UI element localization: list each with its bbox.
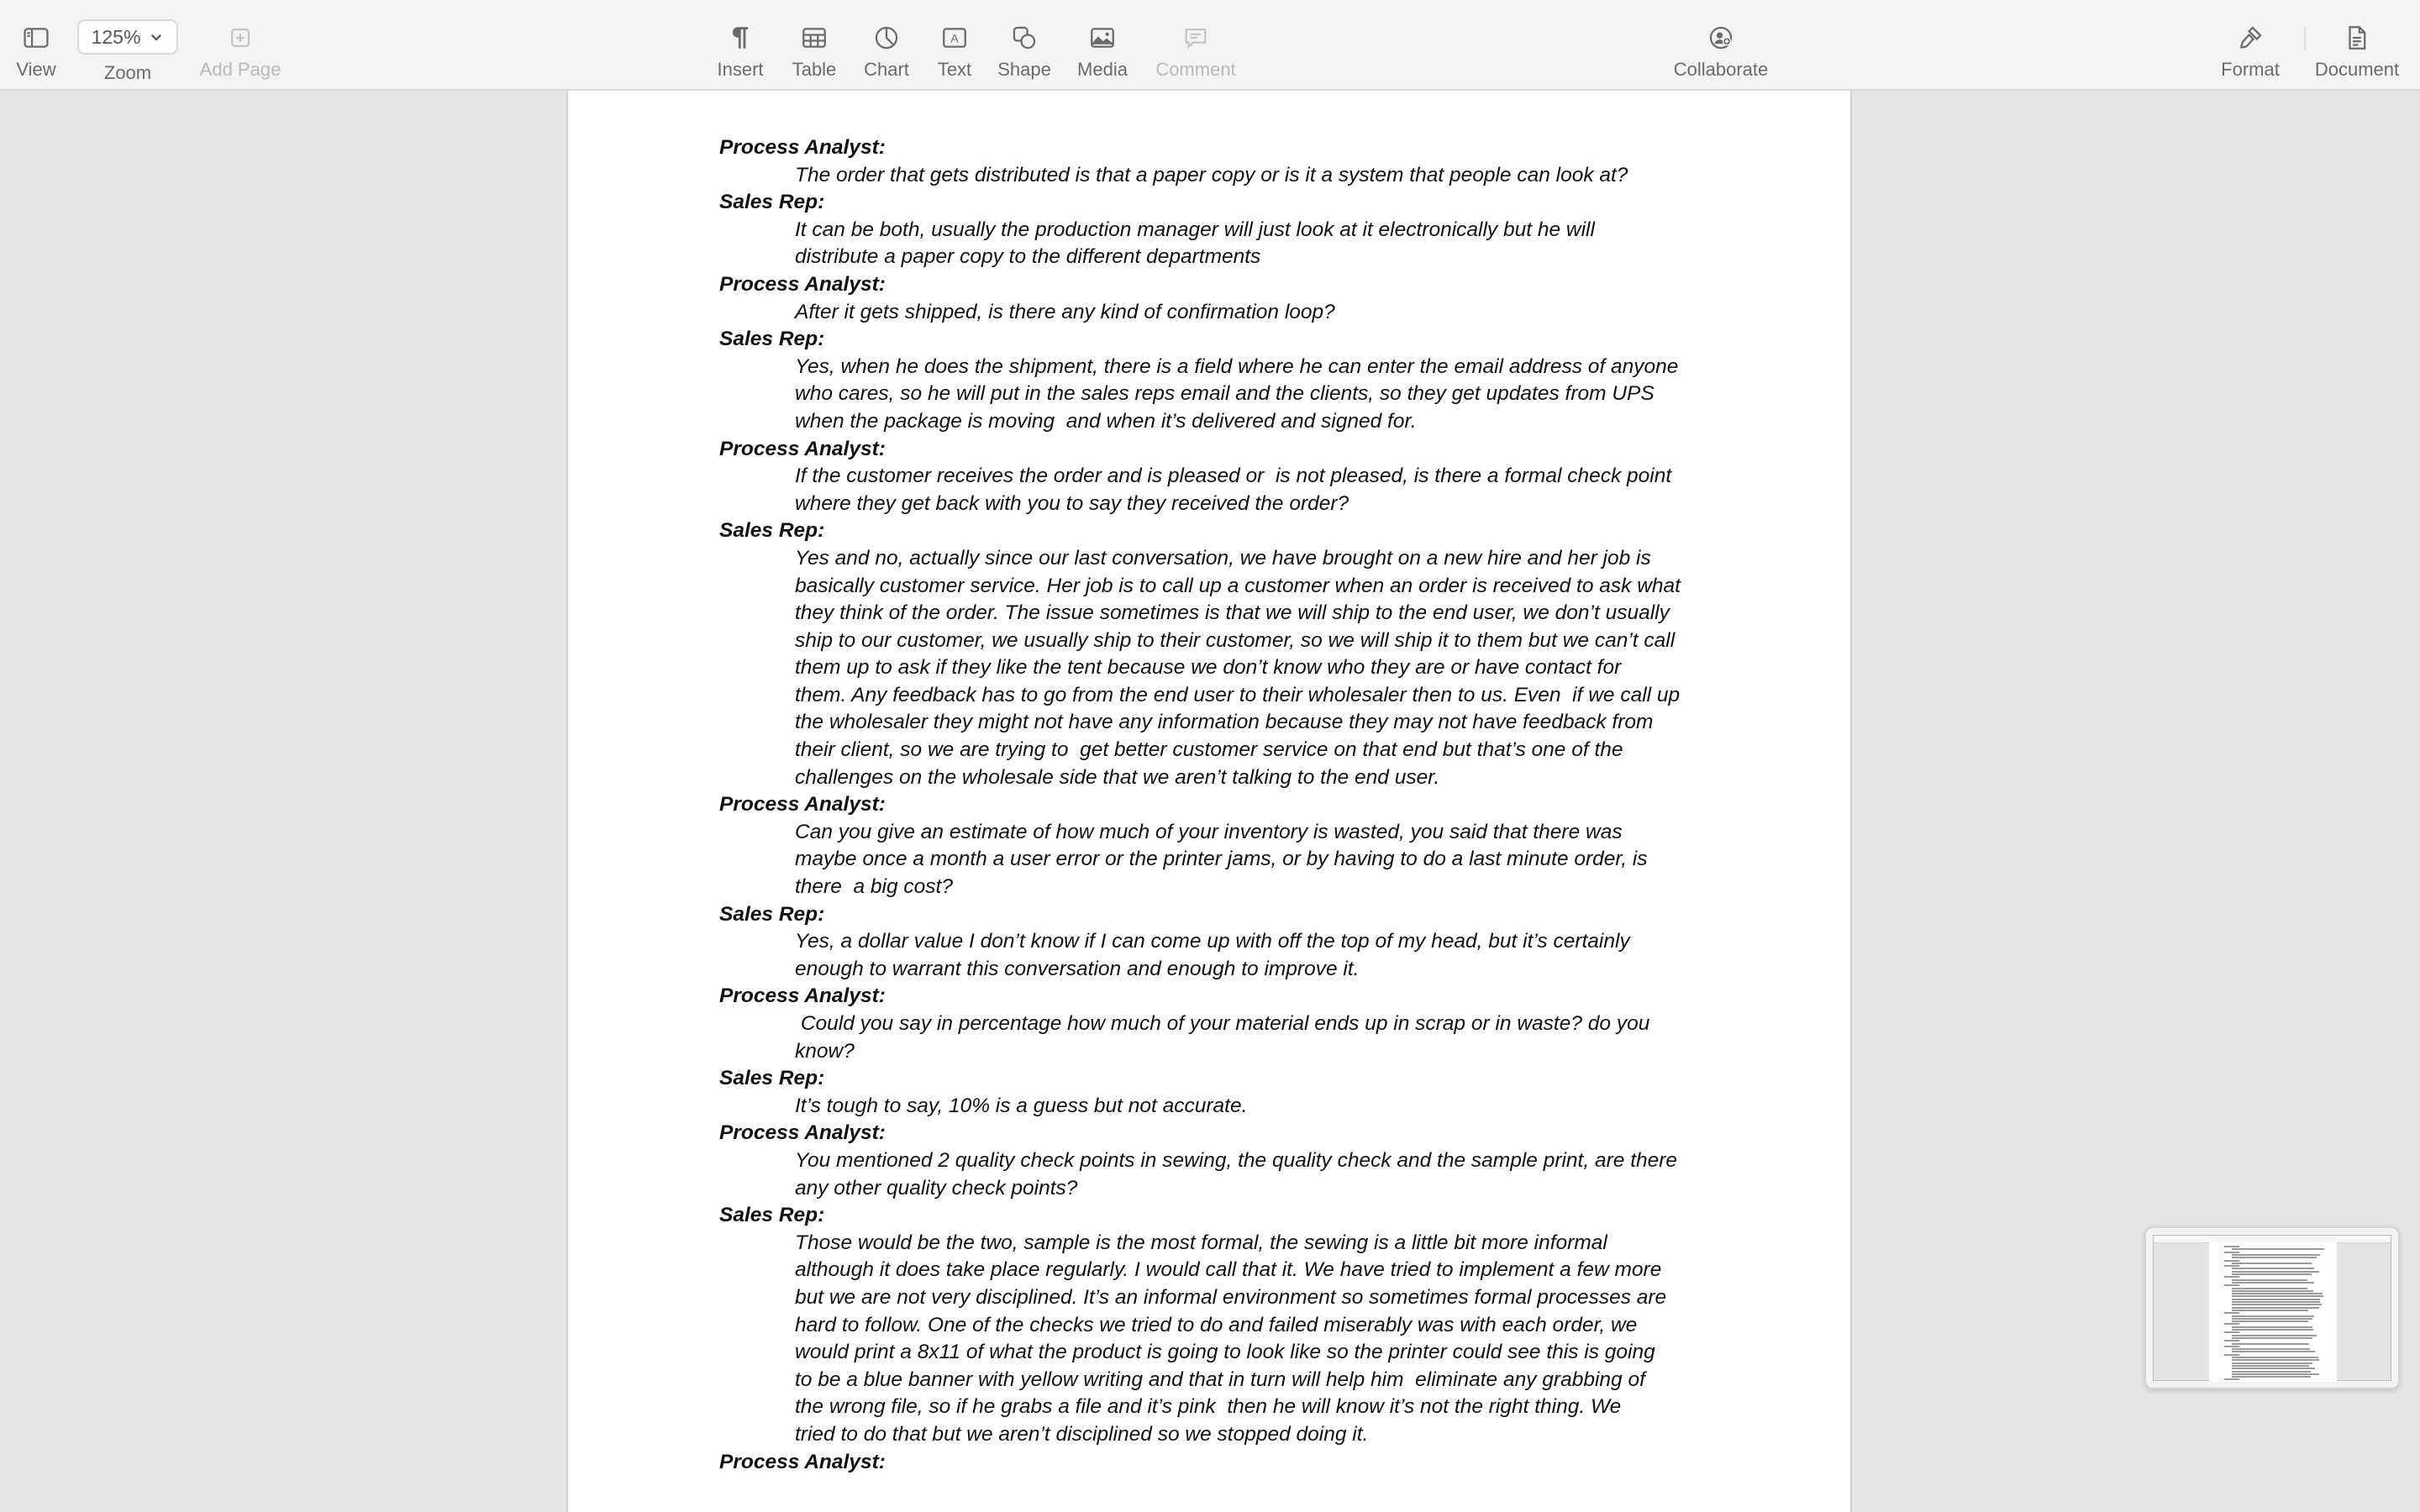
- thumbnail-line: [2232, 1279, 2307, 1281]
- thumbnail-line: [2232, 1371, 2311, 1373]
- document-icon: [2343, 24, 2371, 52]
- chart-label: Chart: [864, 59, 909, 80]
- thumbnail-line: [2232, 1343, 2309, 1345]
- speech-line: tried to do that but we aren’t disciplined so we stopped doing it.: [795, 1422, 1369, 1446]
- chevron-down-icon: [149, 29, 164, 45]
- speaker-label: Process Analyst:: [719, 272, 886, 296]
- speech-line: It’s tough to say, 10% is a guess but not accurate.: [795, 1094, 1248, 1117]
- thumbnail-line: [2232, 1282, 2314, 1284]
- speech-line: although it does take place regularly. I would call that it. We have tried to implement a few more: [795, 1258, 1662, 1282]
- speech-line: Could you say in percentage how much of your material ends up in scrap or in waste? do you: [795, 1012, 1650, 1035]
- shapes-icon: [1010, 24, 1039, 52]
- thumbnail-line: [2232, 1320, 2308, 1322]
- speech-line: Can you give an estimate of how much of your inventory is wasted, you said that there was: [795, 820, 1623, 843]
- speaker-label: Process Analyst:: [719, 437, 886, 460]
- format-button[interactable]: [2200, 17, 2301, 81]
- thumbnail-line: [2224, 1246, 2239, 1247]
- thumbnail-line: [2224, 1354, 2239, 1356]
- thumbnail-line: [2232, 1268, 2314, 1269]
- plus-square-icon: [226, 24, 255, 52]
- thumbnail-line: [2224, 1312, 2239, 1314]
- speech-line: enough to warrant this conversation and enough to improve it.: [795, 957, 1360, 980]
- speech-line: Yes, when he does the shipment, there is a field where he can enter the email address of anyone: [795, 354, 1679, 378]
- speech-line: hard to follow. One of the checks we tried to do and failed miserably was with each order, we: [795, 1313, 1638, 1336]
- speaker-label: Sales Rep:: [719, 1204, 825, 1227]
- page-thumbnail-navigator[interactable]: [2144, 1226, 2400, 1389]
- speaker-label: Sales Rep:: [719, 519, 825, 543]
- speech-line: they think of the order. The issue sometimes is that we will ship to the end user, we don’t usually: [795, 601, 1670, 625]
- thumbnail-line: [2224, 1340, 2239, 1341]
- thumbnail-line: [2232, 1348, 2310, 1350]
- document-button[interactable]: [2307, 17, 2407, 81]
- view-label: View: [16, 59, 56, 80]
- thumbnail-line: [2232, 1263, 2312, 1264]
- thumbnail-line: [2232, 1318, 2312, 1320]
- speaker-label: Sales Rep:: [719, 328, 825, 351]
- format-label: Format: [2221, 59, 2280, 80]
- sidebar-icon: [22, 24, 50, 52]
- speech-line: them up to ask if they like the tent because we don’t know who they are or have contact for: [795, 656, 1622, 680]
- speech-line: to be a blue banner with yellow writing and that in turn will help him eliminate any grabbing of: [795, 1368, 1645, 1391]
- thumbnail-line: [2232, 1326, 2312, 1328]
- paintbrush-icon: [2236, 24, 2265, 52]
- thumbnail-line: [2232, 1351, 2315, 1352]
- toolbar: [0, 0, 2420, 91]
- thumbnail-line: [2232, 1257, 2317, 1258]
- shape-label: Shape: [997, 59, 1051, 80]
- thumbnail-line: [2232, 1288, 2307, 1289]
- svg-text:A: A: [950, 32, 959, 46]
- speaker-label: Process Analyst:: [719, 793, 886, 816]
- thumbnail-line: [2224, 1260, 2239, 1262]
- image-icon: [1088, 24, 1117, 52]
- thumbnail-line: [2232, 1273, 2312, 1275]
- thumbnail-line: [2232, 1248, 2324, 1250]
- table-label: Table: [792, 59, 837, 80]
- speech-line: know?: [795, 1039, 855, 1063]
- document-label: Document: [2314, 59, 2400, 80]
- speech-line: The order that gets distributed is that a paper copy or is it a system that people can look at?: [795, 163, 1628, 186]
- comment-label: Comment: [1155, 59, 1236, 80]
- speaker-label: Process Analyst:: [719, 136, 886, 159]
- text-box-icon: [940, 24, 969, 52]
- thumbnail-line: [2232, 1337, 2312, 1339]
- thumbnail-line: [2232, 1295, 2323, 1297]
- thumbnail-line: [2224, 1331, 2239, 1333]
- speech-line: when the package is moving and when it’s delivered and signed for.: [795, 409, 1417, 433]
- speech-line: Yes, a dollar value I don’t know if I can come up with off the top of my head, but it’s certainly: [795, 930, 1630, 953]
- speech-line: there a big cost?: [795, 875, 953, 899]
- speech-line: who cares, so he will put in the sales reps email and the clients, so they get updates from UPS: [795, 382, 1655, 406]
- speech-line: the wholesaler they might not have any information because they may not have feedback from: [795, 711, 1654, 734]
- thumbnail-line: [2232, 1357, 2318, 1358]
- document-body[interactable]: [719, 134, 1728, 1476]
- thumbnail-line: [2232, 1293, 2323, 1294]
- zoom-label: Zoom: [103, 62, 152, 83]
- text-label: Text: [937, 59, 972, 80]
- speaker-label: Process Analyst:: [719, 1450, 886, 1473]
- speech-line: distribute a paper copy to the different departments: [795, 245, 1261, 269]
- speaker-label: Sales Rep:: [719, 902, 825, 926]
- thumbnail-line: [2232, 1304, 2322, 1305]
- thumbnail-line: [2224, 1276, 2239, 1278]
- speech-line: If the customer receives the order and is pleased or is not pleased, is there a formal check point: [795, 465, 1672, 488]
- insert-label: Insert: [717, 59, 764, 80]
- pilcrow-icon: [726, 24, 755, 52]
- media-label: Media: [1077, 59, 1128, 80]
- speech-line: Yes and no, actually since our last conversation, we have brought on a new hire and her job is: [795, 546, 1651, 570]
- thumbnail-page: [2209, 1242, 2337, 1382]
- speech-line: basically customer service. Her job is to call up a customer when an order is received to ask what: [795, 574, 1681, 597]
- speech-line: It can be both, usually the production manager will just look at it electronically but he will: [795, 218, 1595, 241]
- comment-button[interactable]: [1145, 17, 1246, 81]
- thumbnail-line: [2224, 1265, 2239, 1267]
- thumbnail-line: [2232, 1329, 2313, 1331]
- thumbnail-line: [2232, 1376, 2311, 1378]
- speech-line: After it gets shipped, is there any kind of confirmation loop?: [795, 300, 1335, 323]
- thumbnail-line: [2232, 1307, 2319, 1309]
- speech-line: maybe once a month a user error or the printer jams, or by having to do a last minute order, is: [795, 848, 1648, 871]
- thumbnail-line: [2232, 1271, 2319, 1273]
- speech-line: You mentioned 2 quality check points in sewing, the quality check and the sample print, are there: [795, 1148, 1678, 1172]
- toolbar-divider: [2304, 27, 2306, 50]
- thumbnail-line: [2232, 1368, 2315, 1369]
- speech-line: would print a 8x11 of what the product is going to look like so the printer could see this is going: [795, 1341, 1655, 1364]
- thumbnail-line: [2232, 1362, 2312, 1364]
- thumbnail-line: [2224, 1323, 2239, 1325]
- speech-line: their client, so we are trying to get better customer service on that end but that’s one of the: [795, 738, 1623, 762]
- speaker-label: Sales Rep:: [719, 191, 825, 214]
- thumbnail-line: [2232, 1373, 2319, 1375]
- view-button[interactable]: [0, 17, 87, 81]
- thumbnail-line: [2232, 1359, 2319, 1361]
- speaker-label: Process Analyst:: [719, 984, 886, 1008]
- zoom-select[interactable]: [77, 19, 178, 55]
- thumbnail-line: [2232, 1310, 2308, 1311]
- speech-line: ship to our customer, we usually ship to their customer, so we will ship it to them but we can’t call: [795, 628, 1676, 652]
- speaker-label: Process Analyst:: [719, 1121, 886, 1145]
- table-icon: [800, 24, 829, 52]
- thumbnail-line: [2224, 1346, 2239, 1347]
- speech-line: them. Any feedback has to go from the end user to their wholesaler then to us. Even if we call up: [795, 683, 1681, 706]
- thumbnail-line: [2224, 1284, 2239, 1286]
- zoom-value: 125%: [91, 25, 141, 48]
- speech-line: any other quality check points?: [795, 1176, 1078, 1200]
- thumbnail-line: [2232, 1290, 2313, 1292]
- thumbnail-line: [2224, 1252, 2239, 1253]
- speech-line: but we are not very disciplined. It’s an informal environment so sometimes formal processes are: [795, 1285, 1667, 1309]
- thumbnail-line: [2224, 1378, 2239, 1380]
- speaker-label: Sales Rep:: [719, 1067, 825, 1090]
- speech-line: Those would be the two, sample is the most formal, the sewing is a little bit more informal: [795, 1231, 1607, 1254]
- document-page[interactable]: [566, 91, 1852, 1512]
- collaborate-label: Collaborate: [1673, 59, 1769, 80]
- thumbnail-line: [2232, 1301, 2320, 1303]
- speech-line: where they get back with you to say they received the order?: [795, 491, 1349, 515]
- thumbnail-line: [2232, 1299, 2320, 1300]
- add-page-label: Add Page: [199, 59, 281, 80]
- thumbnail-line: [2232, 1315, 2314, 1317]
- thumbnail-preview: [2153, 1235, 2391, 1381]
- thumbnail-line: [2232, 1365, 2309, 1367]
- speech-bubble-icon: [1181, 24, 1210, 52]
- speech-line: challenges on the wholesale side that we aren’t talking to the end user.: [795, 765, 1440, 789]
- collaborate-button[interactable]: [1670, 17, 1771, 81]
- thumbnail-line: [2232, 1254, 2320, 1256]
- thumbnail-line: [2232, 1335, 2317, 1336]
- speech-line: the wrong file, so if he grabs a file and it’s pink then he will know it’s not the right thing. We: [795, 1395, 1622, 1419]
- person-plus-icon: [1707, 24, 1735, 52]
- add-page-button[interactable]: [190, 17, 291, 81]
- pie-chart-icon: [872, 24, 901, 52]
- media-button[interactable]: [1052, 17, 1153, 81]
